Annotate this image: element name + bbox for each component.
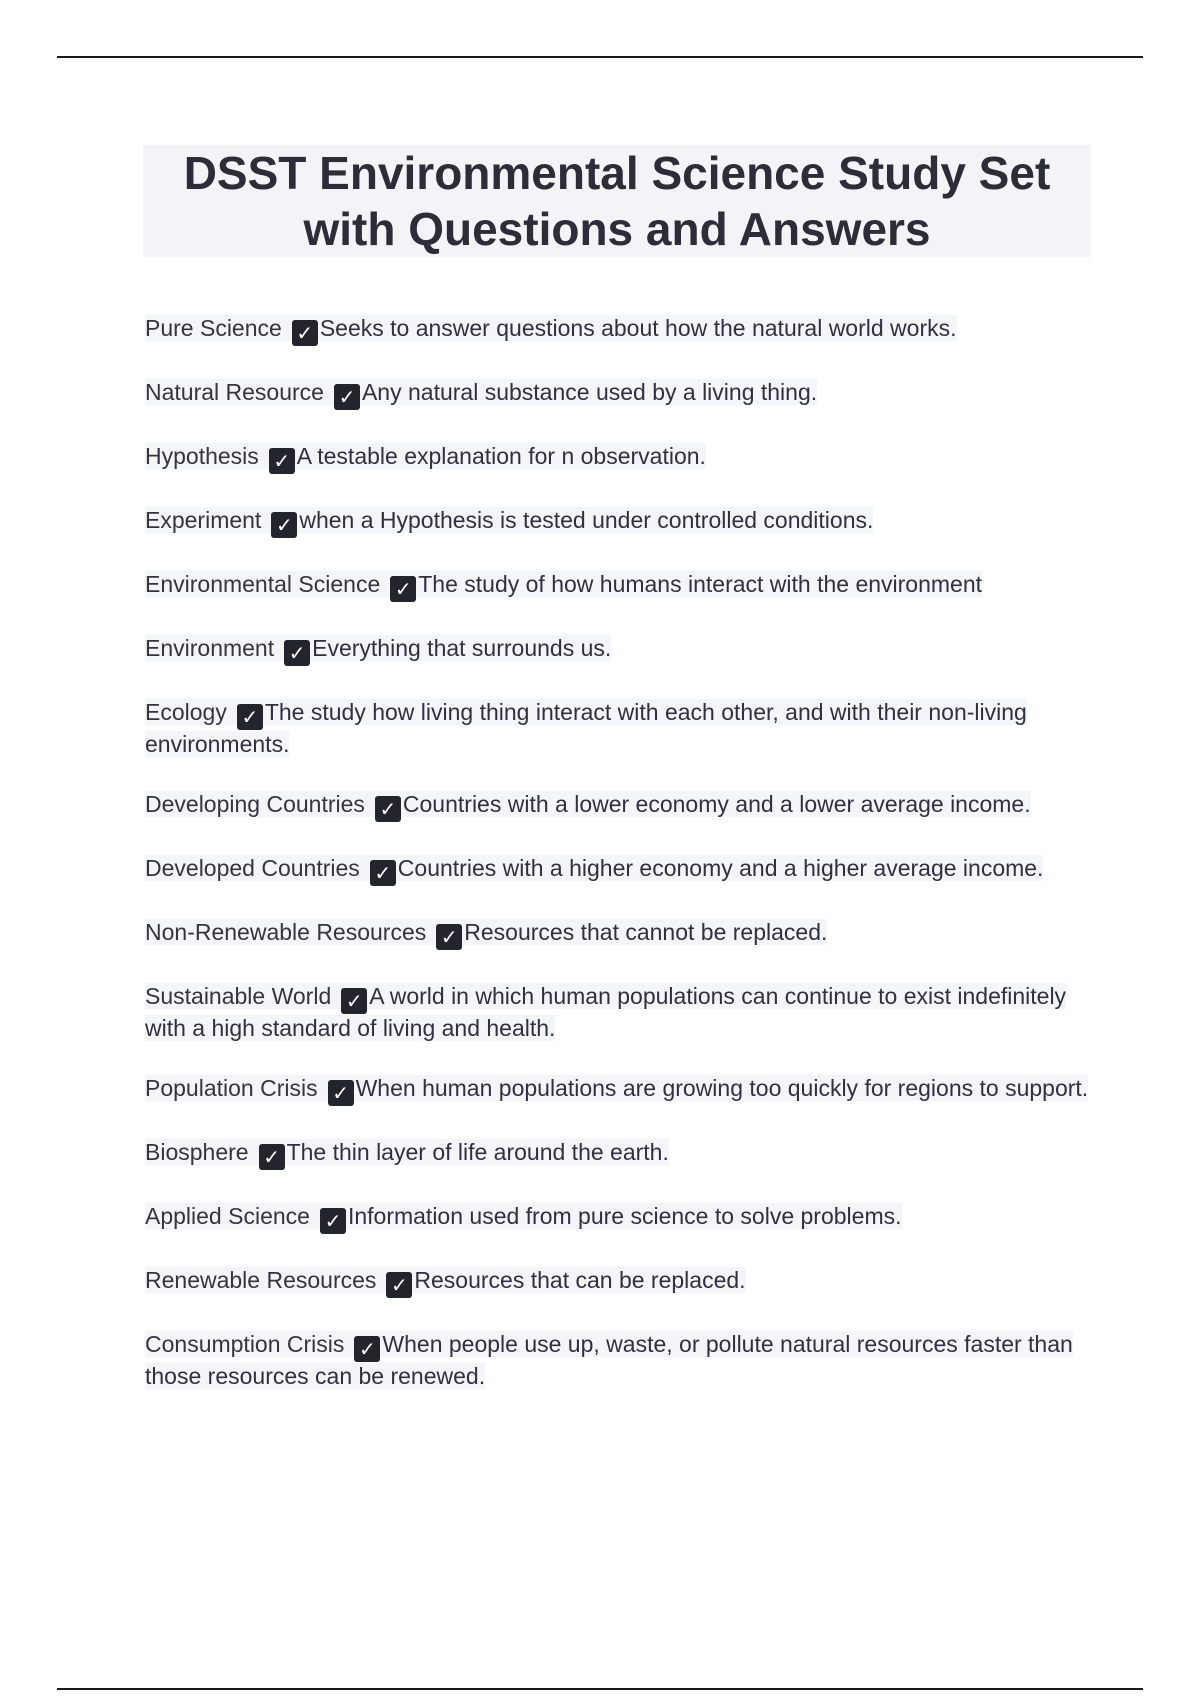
list-item-highlight [145, 919, 828, 949]
list-item-highlight [145, 1267, 746, 1297]
checkmark-icon: ✓ [436, 924, 462, 950]
list-item [145, 314, 1095, 346]
list-item-highlight [145, 1139, 669, 1169]
list-item-highlight [145, 1203, 902, 1233]
list-item [145, 634, 1095, 666]
term-label: Developed Countries [145, 855, 360, 881]
checkmark-icon: ✓ [375, 796, 401, 822]
term-label: Environment [145, 635, 275, 661]
list-item [145, 698, 1095, 758]
term-label: Pure Science [145, 315, 282, 341]
checkmark-icon: ✓ [320, 1208, 346, 1234]
checkmark-icon: ✓ [390, 576, 416, 602]
list-item [145, 790, 1095, 822]
definition-text: The study of how humans interact with the environment [418, 571, 983, 597]
definition-text: When people use up, waste, or pollute natural resources faster than those resources can be renewed. [145, 1331, 1073, 1389]
definition-text: A testable explanation for n observation. [296, 443, 706, 469]
list-item-highlight [145, 791, 1031, 821]
list-item [145, 1138, 1095, 1170]
term-label: Non-Renewable Resources [145, 919, 427, 945]
term-label: Environmental Science [145, 571, 381, 597]
list-item-highlight [145, 855, 1044, 885]
definition-text: Any natural substance used by a living thing. [361, 379, 818, 405]
list-item [145, 506, 1095, 538]
checkmark-icon: ✓ [334, 384, 360, 410]
list-item-highlight [145, 443, 706, 473]
definition-text: The thin layer of life around the earth. [286, 1139, 669, 1165]
definition-text: Countries with a lower economy and a lower average income. [402, 791, 1031, 817]
checkmark-icon: ✓ [271, 512, 297, 538]
checkmark-icon: ✓ [328, 1080, 354, 1106]
list-item-highlight [145, 635, 612, 665]
list-item [145, 1266, 1095, 1298]
page-title-line-2: with Questions and Answers [303, 203, 931, 255]
list-item-highlight [145, 699, 1027, 757]
checkmark-icon: ✓ [370, 860, 396, 886]
checkmark-icon: ✓ [341, 988, 367, 1014]
term-label: Biosphere [145, 1139, 249, 1165]
definition-text: The study how living thing interact with each other, and with their non-living environments. [145, 699, 1027, 757]
list-item [145, 918, 1095, 950]
list-item-highlight [145, 315, 957, 345]
definition-text: A world in which human populations can continue to exist indefinitely with a high standard of living and health. [145, 983, 1067, 1041]
list-item [145, 1074, 1095, 1106]
checkmark-icon: ✓ [269, 448, 295, 474]
list-item-highlight [145, 1331, 1073, 1389]
list-item-highlight [145, 983, 1066, 1041]
checkmark-icon: ✓ [237, 704, 263, 730]
header-rule [57, 56, 1143, 58]
term-label: Consumption Crisis [145, 1331, 345, 1357]
checkmark-icon: ✓ [386, 1272, 412, 1298]
term-label: Experiment [145, 507, 262, 533]
term-label: Renewable Resources [145, 1267, 377, 1293]
title-banner [143, 145, 1091, 257]
definition-text: Everything that surrounds us. [312, 635, 612, 661]
checkmark-icon: ✓ [354, 1336, 380, 1362]
definition-text: Information used from pure science to solve problems. [347, 1203, 902, 1229]
list-item-highlight [145, 507, 874, 537]
definition-text: Resources that can be replaced. [414, 1267, 746, 1293]
definition-text: When human populations are growing too quickly for regions to support. [355, 1075, 1089, 1101]
list-item [145, 570, 1095, 602]
list-item [145, 982, 1095, 1042]
term-label: Hypothesis [145, 443, 259, 469]
term-label: Ecology [145, 699, 227, 725]
checkmark-icon: ✓ [284, 640, 310, 666]
qa-list [145, 314, 1095, 1422]
definition-text: Countries with a higher economy and a higher average income. [397, 855, 1044, 881]
list-item-highlight [145, 1075, 1089, 1105]
list-item [145, 442, 1095, 474]
term-label: Developing Countries [145, 791, 365, 817]
checkmark-icon: ✓ [259, 1144, 285, 1170]
list-item [145, 1330, 1095, 1390]
definition-text: when a Hypothesis is tested under controlled conditions. [299, 507, 874, 533]
list-item-highlight [145, 379, 818, 409]
footer-rule [57, 1688, 1143, 1690]
term-label: Population Crisis [145, 1075, 318, 1101]
definition-text: Resources that cannot be replaced. [464, 919, 828, 945]
list-item-highlight [145, 571, 983, 601]
term-label: Applied Science [145, 1203, 310, 1229]
term-label: Natural Resource [145, 379, 324, 405]
term-label: Sustainable World [145, 983, 332, 1009]
definition-text: Seeks to answer questions about how the natural world works. [319, 315, 957, 341]
list-item [145, 378, 1095, 410]
list-item [145, 1202, 1095, 1234]
page-title-line-1: DSST Environmental Science Study Set [183, 147, 1051, 199]
list-item [145, 854, 1095, 886]
checkmark-icon: ✓ [292, 320, 318, 346]
